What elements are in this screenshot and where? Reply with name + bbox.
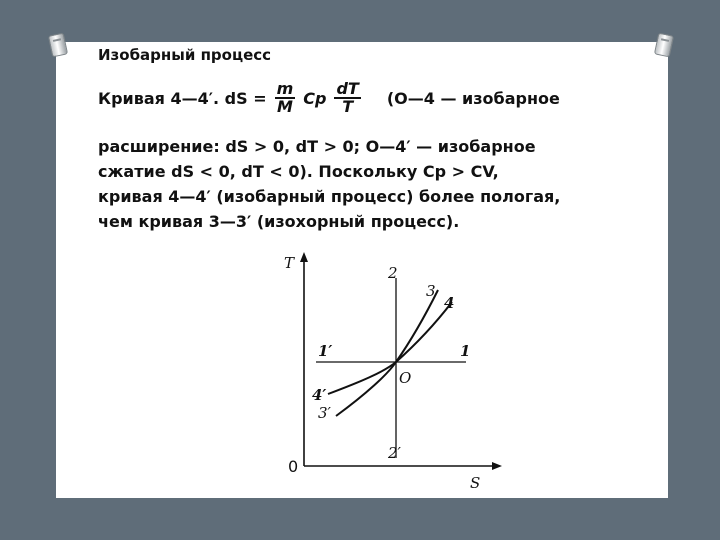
label-4p: 4′ <box>312 386 327 404</box>
label-4: 4 <box>444 294 455 312</box>
label-2p: 2′ <box>388 444 401 462</box>
label-2: 2 <box>388 264 398 282</box>
cp-symbol: Cp <box>303 88 327 108</box>
fraction-m-den: M <box>276 97 293 116</box>
line1-start: Кривая 4—4′. dS = <box>98 88 267 108</box>
text-line-3: сжатие dS < 0, dT < 0). Поскольку Cp > CV, <box>98 162 499 181</box>
y-axis-arrow-icon <box>300 252 308 262</box>
label-3p: 3′ <box>318 404 331 422</box>
formula-line <box>98 74 638 122</box>
axis-label-T: T <box>284 254 295 272</box>
origin-label: 0 <box>288 457 299 476</box>
pin-right-icon <box>654 33 674 58</box>
label-1p: 1′ <box>318 342 333 360</box>
fraction-dT-den: T <box>342 97 354 116</box>
fraction-m-num: m <box>276 79 294 98</box>
text-line-5: чем кривая 3—3′ (изохорный процесс). <box>98 212 460 231</box>
x-axis-arrow-icon <box>492 462 502 470</box>
curve-3-3p <box>336 290 438 416</box>
ts-diagram <box>276 248 506 496</box>
axis-label-S: S <box>470 474 481 492</box>
slide-title: Изобарный процесс <box>98 46 272 64</box>
slide-text-block <box>98 46 638 234</box>
text-line-2: расширение: dS > 0, dT > 0; O—4′ — изобарное <box>98 137 536 156</box>
text-line-4: кривая 4—4′ (изобарный процесс) более пологая, <box>98 187 561 206</box>
label-3: 3 <box>426 282 436 300</box>
label-O: O <box>399 369 412 387</box>
ts-diagram-svg <box>276 248 506 496</box>
pin-left-icon <box>48 33 68 58</box>
fraction-dT-num: dT <box>336 79 359 98</box>
line1-end: (O—4 — изобарное <box>386 88 560 108</box>
fraction-m-over-M <box>275 81 296 115</box>
curve-4-4p <box>328 302 452 394</box>
fraction-dT-over-T <box>334 81 360 115</box>
label-1: 1 <box>460 342 471 360</box>
